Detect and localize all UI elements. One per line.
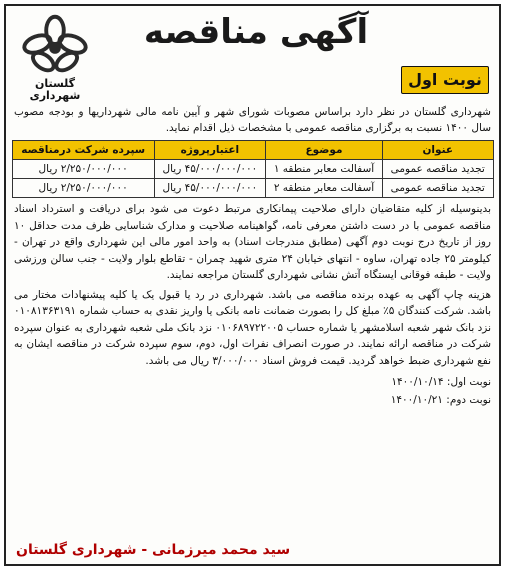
table-row xyxy=(12,160,493,179)
first-round-value: ۱۴۰۰/۱۰/۱۴ xyxy=(391,376,444,388)
cell-subject: آسفالت معابر منطقه ۲ xyxy=(265,179,382,198)
cell-deposit: ۲/۲۵۰/۰۰۰/۰۰۰ ریال xyxy=(12,179,154,198)
cell-subject: آسفالت معابر منطقه ۱ xyxy=(265,160,382,179)
flower-logo-icon xyxy=(16,14,94,78)
col-deposit: سپرده شرکت درمناقصه xyxy=(12,141,154,160)
instructions-paragraph: بدینوسیله از کلیه متقاضیان دارای صلاحیت پیمانکاری مرتبط دعوت می شود برای دریافت و استرداد اسناد مناقصه عمومی با در دست داشتن معرفی نامه، گواهینامه صلاحیت و مدارک شناسایی ظرف مدت حداقل ۱۰ روز از تاریخ درج نوبت دوم آگهی (مطابق مندرجات اسناد) به واحد امور مالی این شهرداری واقع در تهران - کیلومتر ۲۵ جاده تهران، ساوه - انتهای خیابان ۲۴ متری شهید چمران - تقاطع بلوار ولایت - جنب سالن ورزشی ولایت - طبقه فوقانی ایستگاه آتش نشانی شهرداری گلستان مراجعه نمایند. xyxy=(14,203,491,281)
conditions-paragraph: هزینه چاپ آگهی به عهده برنده مناقصه می باشد. شهرداری در رد یا قبول یک یا کلیه پیشنهادات مختار می باشد. شرکت کنندگان ۵٪ مبلغ کل را بصورت ضمانت نامه بانکی یا واریز نقدی به حساب شماره ۰۱۰۸۱۳۶۳۱۹۱ نزد بانک شهر شعبه اسلامشهر یا شماره حساب ۰۱۰۶۸۹۷۲۲۰۰۵ نزد بانک ملی شعبه شهرداری به عنوان سپرده شرکت در مناقصه ارائه نمایند. در صورت انصراف نفرات اول، دوم، سوم سپرده شرکت در مناقصه ایشان به نفع شهرداری ضبط خواهد گردید. قیمت فروش اسناد ۳/۰۰۰/۰۰۰ ریال می باشد. xyxy=(14,288,491,367)
publication-dates xyxy=(6,371,499,411)
notice-title: آگهی مناقصه xyxy=(143,12,369,52)
logo-line-1: گلستان xyxy=(34,77,76,90)
col-subject: موضوع xyxy=(265,141,382,160)
signature: سید محمد میرزمانی - شهرداری گلستان xyxy=(16,542,291,558)
table-header-row xyxy=(12,141,493,160)
cell-title: تجدید مناقصه عمومی xyxy=(383,179,493,198)
golestan-municipality-logo xyxy=(16,14,94,104)
tender-notice xyxy=(4,4,501,566)
second-round-date xyxy=(14,391,491,409)
cell-budget: ۴۵/۰۰۰/۰۰۰/۰۰۰ ریال xyxy=(154,160,265,179)
logo-line-2: شهرداری xyxy=(29,89,81,102)
table-row xyxy=(12,179,493,198)
second-round-value: ۱۴۰۰/۱۰/۲۱ xyxy=(390,394,443,406)
cell-deposit: ۲/۲۵۰/۰۰۰/۰۰۰ ریال xyxy=(12,160,154,179)
cell-title: تجدید مناقصه عمومی xyxy=(383,160,493,179)
first-round-label: نوبت اول: xyxy=(446,376,491,388)
cell-budget: ۴۵/۰۰۰/۰۰۰/۰۰۰ ریال xyxy=(154,179,265,198)
first-round-date xyxy=(14,373,491,391)
round-badge: نوبت اول xyxy=(401,66,489,94)
col-title: عنوان xyxy=(383,141,493,160)
tender-table xyxy=(12,140,494,198)
col-budget: اعتبارپروژه xyxy=(154,141,265,160)
intro-paragraph: شهرداری گلستان در نظر دارد براساس مصوبات شورای شهر و آیین نامه مالی شهرداریها و بودجه مصوب سال ۱۴۰۰ نسبت به برگزاری مناقصه عمومی با مشخصات ذیل اقدام نماید. xyxy=(14,106,491,134)
second-round-label: نوبت دوم: xyxy=(446,394,491,406)
notice-header xyxy=(6,6,499,102)
